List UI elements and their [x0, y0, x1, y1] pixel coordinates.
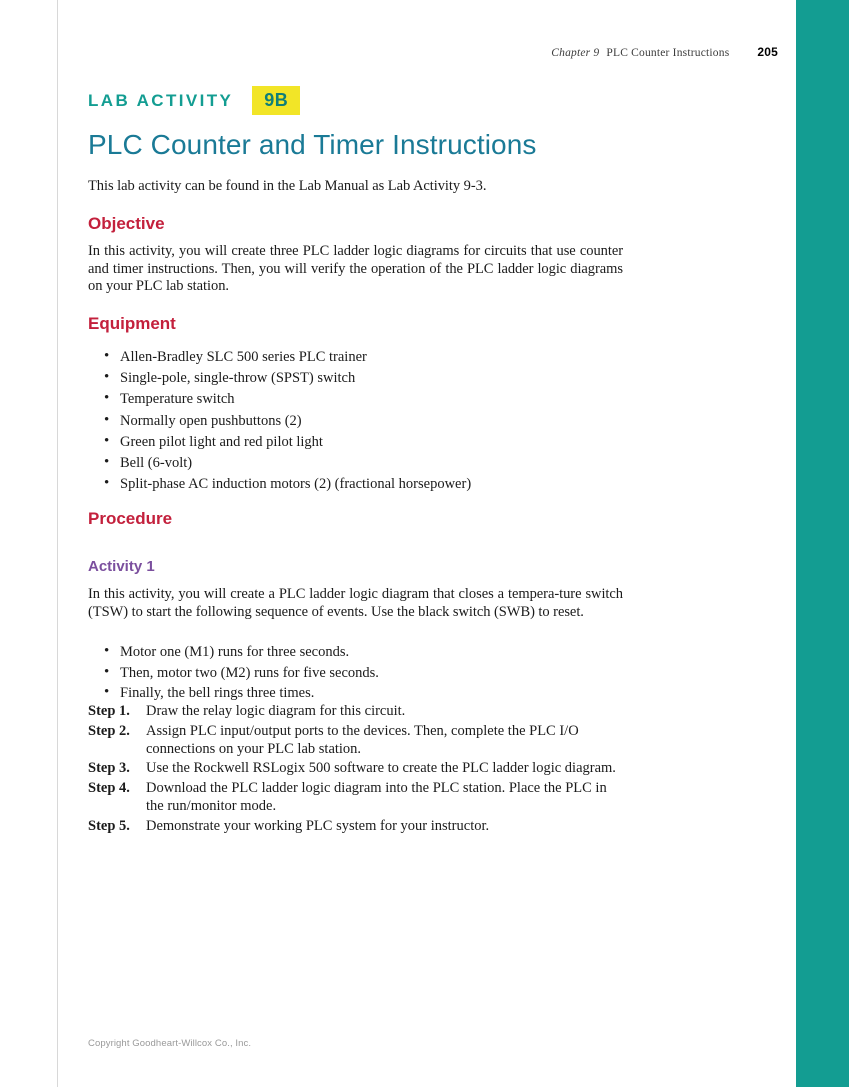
step-label: Step 4. — [88, 780, 130, 797]
intro-text: This lab activity can be found in the Lab Manual as Lab Activity 9-3. — [88, 178, 487, 194]
activity-steps-list — [88, 703, 628, 838]
running-head-title: PLC Counter Instructions — [606, 47, 730, 59]
list-item: • Split-phase AC induction motors (2) (fractional horsepower) — [120, 474, 628, 495]
step-row — [88, 780, 628, 816]
step-label: Step 3. — [88, 760, 130, 777]
lab-activity-number-badge: 9B — [252, 86, 300, 115]
list-item: • Temperature switch — [120, 389, 628, 410]
lab-activity-banner — [88, 86, 300, 115]
page-edge-bar — [796, 0, 849, 1087]
lab-activity-label: LAB ACTIVITY — [88, 90, 234, 110]
activity-sequence-body — [88, 642, 628, 704]
step-label: Step 2. — [88, 722, 130, 739]
objective-text: In this activity, you will create three PLC ladder logic diagrams for circuits that use counter and timer instructions. Then, you will verify the operation of the PLC ladder logic diagrams on your PLC lab station. — [88, 243, 623, 295]
equipment-section-body — [88, 347, 628, 495]
step-row — [88, 760, 628, 778]
list-item: • Single-pole, single-throw (SPST) switch — [120, 368, 628, 389]
step-row — [88, 723, 628, 759]
list-item: • Bell (6-volt) — [120, 453, 628, 474]
copyright-notice: Copyright Goodheart-Willcox Co., Inc. — [88, 1038, 252, 1049]
activity-sequence-list — [88, 642, 628, 704]
running-head — [88, 45, 778, 59]
activity-text: In this activity, you will create a PLC ladder logic diagram that closes a tempera-ture switch (TSW) to start the following sequence of events. Use the black switch (SWB) to reset. — [88, 586, 623, 620]
step-text: Download the PLC ladder logic diagram into the PLC station. Place the PLC in the run/monitor mode. — [146, 780, 607, 814]
step-text: Demonstrate your working PLC system for your instructor. — [146, 817, 490, 834]
step-text: Assign PLC input/output ports to the devices. Then, complete the PLC I/O connections on your PLC lab station. — [146, 722, 579, 757]
page-left-rule — [57, 0, 58, 1087]
procedure-heading: Procedure — [88, 509, 173, 528]
objective-heading: Objective — [88, 214, 165, 233]
list-item: • Allen-Bradley SLC 500 series PLC trainer — [120, 347, 628, 368]
equipment-heading: Equipment — [88, 314, 176, 333]
list-item: • Normally open pushbuttons (2) — [120, 411, 628, 432]
step-row — [88, 703, 628, 721]
activity-intro-body — [88, 586, 623, 621]
list-item: • Motor one (M1) runs for three seconds. — [120, 642, 628, 663]
procedure-section-header — [88, 509, 172, 529]
list-item: • Finally, the bell rings three times. — [120, 683, 628, 704]
list-item: • Then, motor two (M2) runs for five seconds. — [120, 663, 628, 684]
equipment-section-header — [88, 314, 176, 334]
step-row — [88, 818, 628, 836]
step-label: Step 5. — [88, 817, 130, 834]
step-text: Use the Rockwell RSLogix 500 software to create the PLC ladder logic diagram. — [146, 760, 616, 777]
activity-heading: Activity 1 — [88, 558, 155, 575]
activity-subsection-header — [88, 558, 155, 575]
objective-section-body — [88, 243, 623, 296]
equipment-list — [88, 347, 628, 495]
step-text: Draw the relay logic diagram for this circuit. — [146, 703, 406, 719]
page-number: 205 — [757, 45, 778, 59]
step-label: Step 1. — [88, 703, 130, 719]
list-item: • Green pilot light and red pilot light — [120, 432, 628, 453]
running-head-chapter: Chapter 9 — [551, 47, 600, 59]
page-title: PLC Counter and Timer Instructions — [88, 129, 537, 160]
objective-section-header — [88, 214, 165, 234]
